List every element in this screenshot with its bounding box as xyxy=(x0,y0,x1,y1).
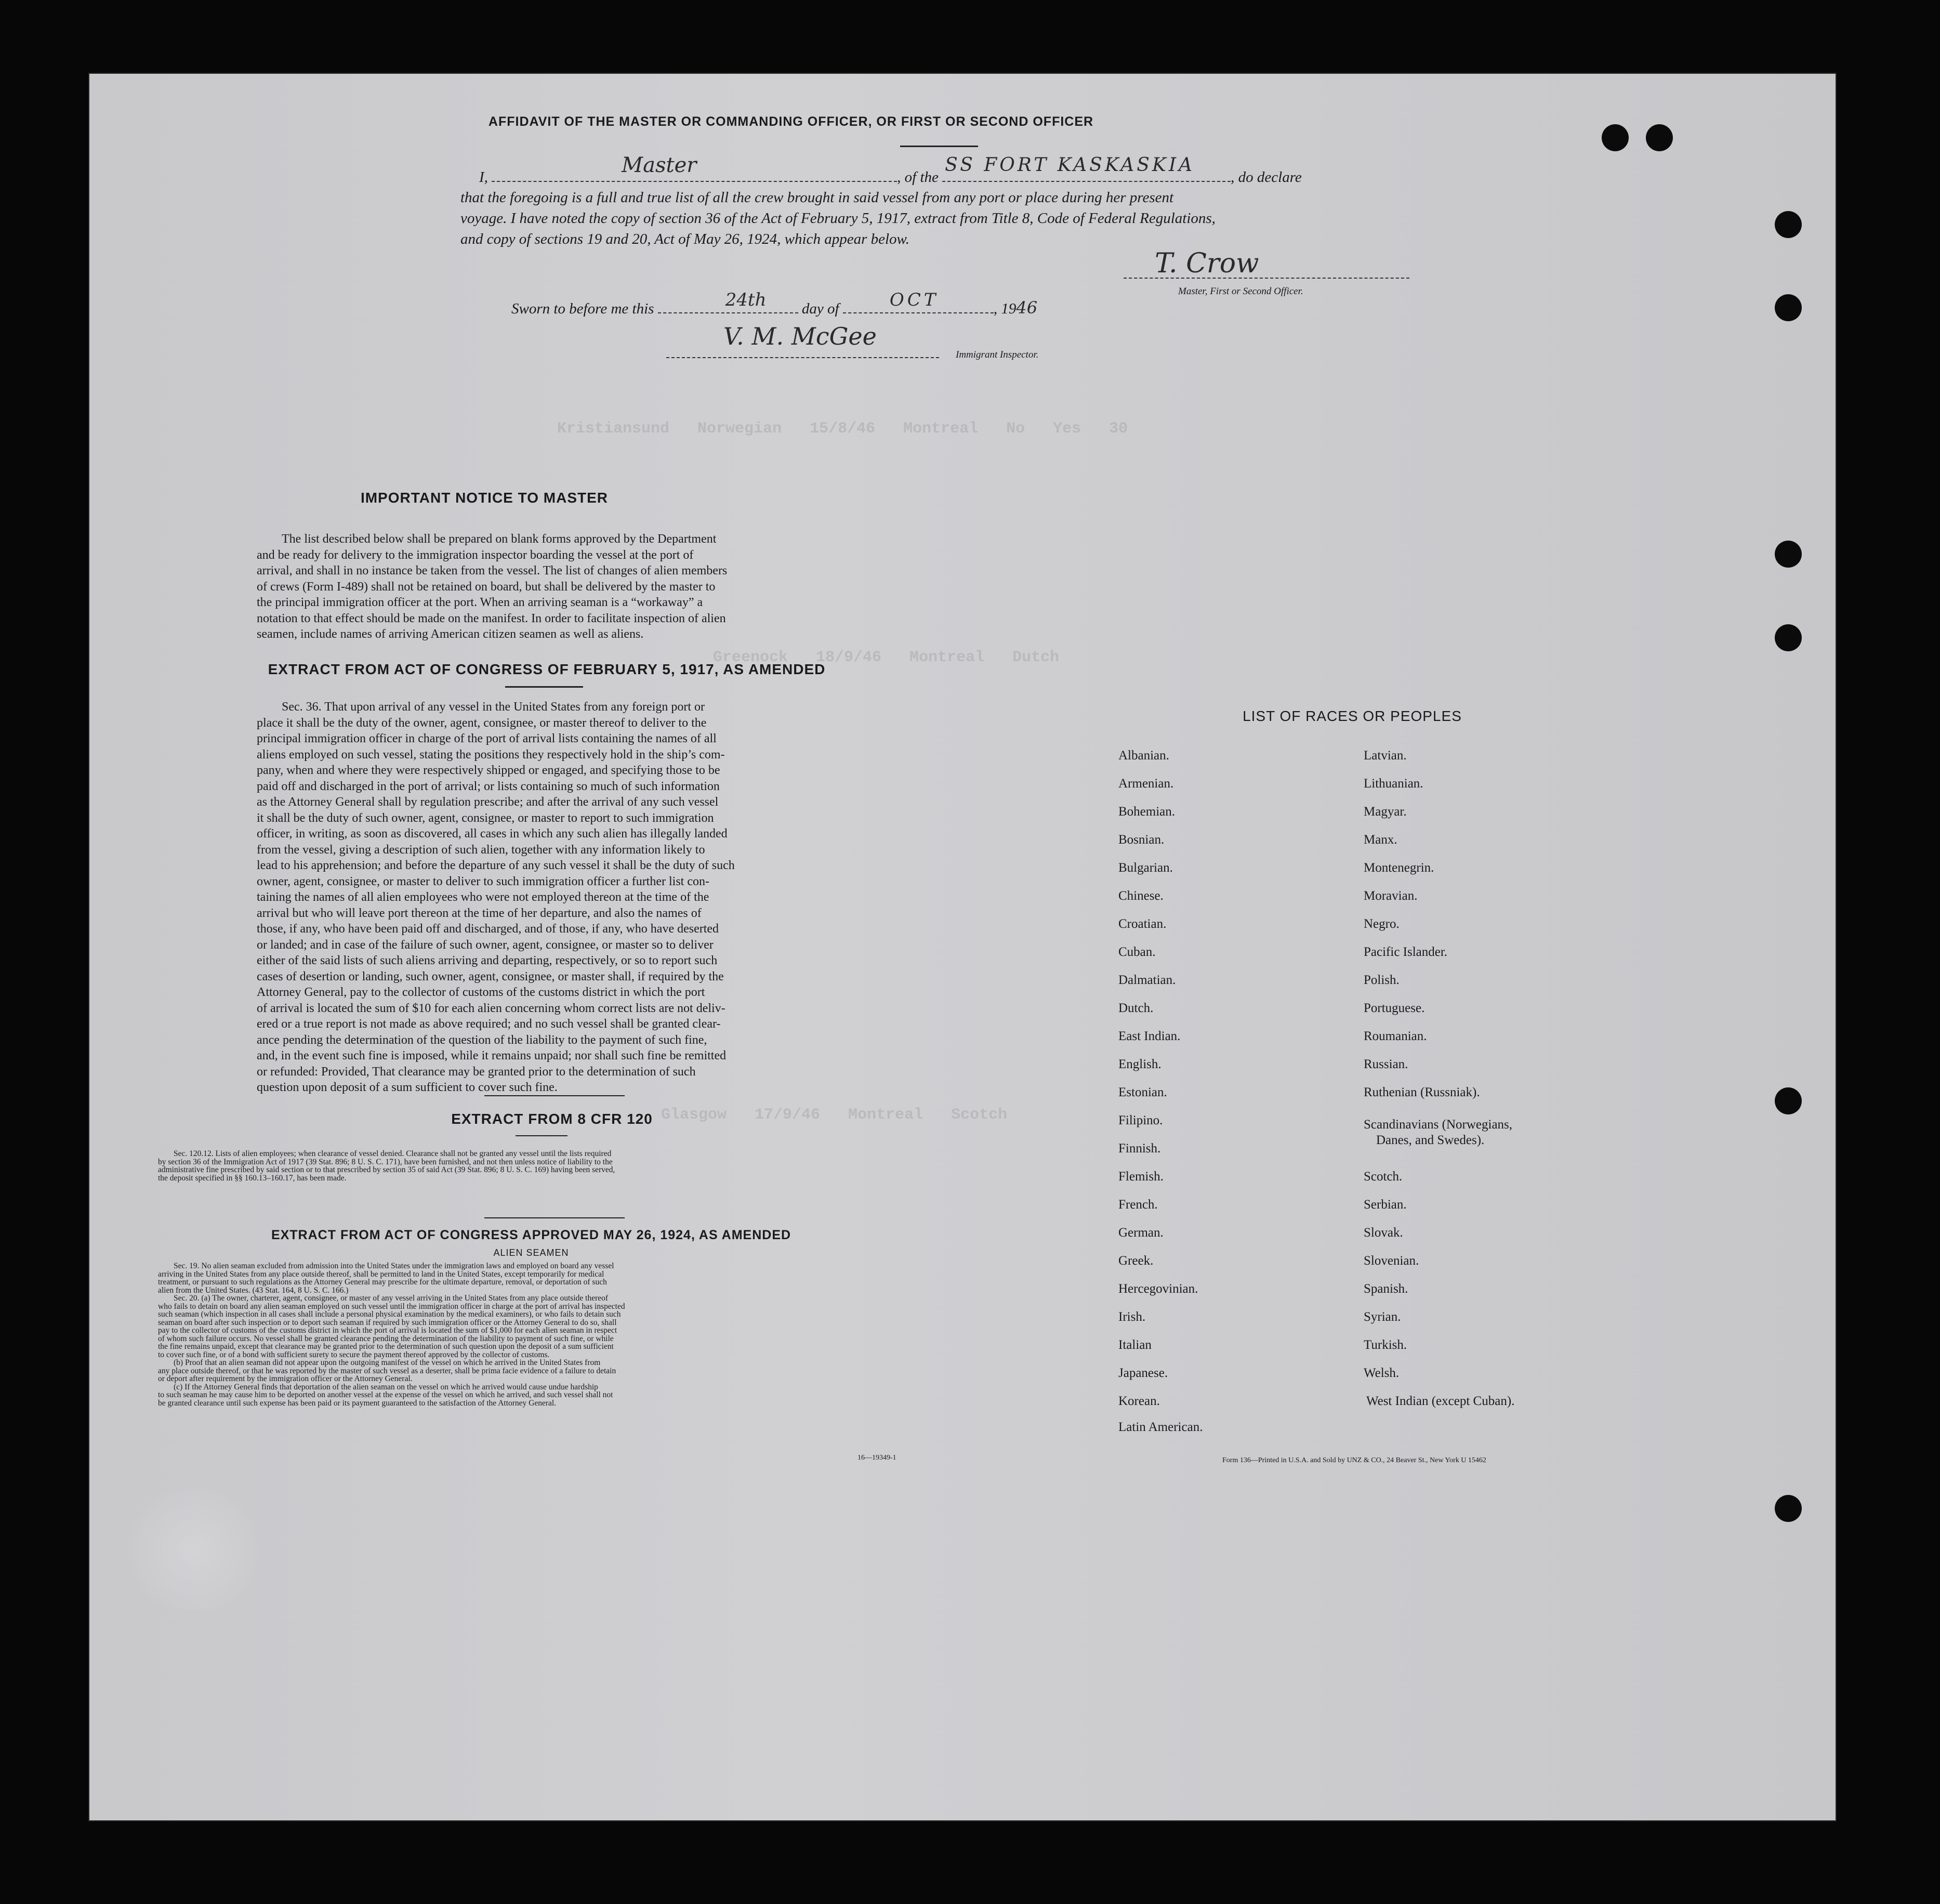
extract-1917-line: owner, agent, consignee, or master to deliver to such immigration officer a further list con- xyxy=(257,874,709,888)
notice-line: of crews (Form I-489) shall not be retained on board, but shall be delivered by the master to xyxy=(257,580,716,594)
race-item: Spanish. xyxy=(1364,1282,1408,1296)
notice-heading: IMPORTANT NOTICE TO MASTER xyxy=(360,490,609,506)
race-item: Filipino. xyxy=(1118,1113,1163,1127)
of-the-label: , of the xyxy=(897,169,939,186)
races-heading: LIST OF RACES OR PEOPLES xyxy=(1243,708,1462,724)
extract-1917-line: either of the said lists of such aliens arriving and departing, respectively, or so to report such xyxy=(257,954,718,967)
race-item: Portuguese. xyxy=(1364,1001,1425,1015)
signature-caption: Master, First or Second Officer. xyxy=(1178,286,1303,297)
punch-hole xyxy=(1646,124,1673,151)
cfr-line: the deposit specified in §§ 160.13–160.17, has been made. xyxy=(158,1173,347,1183)
master-name-handwritten: Master xyxy=(622,153,697,177)
race-item: Scandinavians (Norwegians, xyxy=(1364,1118,1513,1132)
declaration-line-2: that the foregoing is a full and true list of all the crew brought in said vessel from any port or place during her present xyxy=(460,189,1174,206)
extract-1917-line: ered or a true report is not made as above required; and no such vessel shall be granted clear- xyxy=(257,1017,721,1031)
form-code: 16—19349-1 xyxy=(857,1454,896,1462)
sworn-year: 46 xyxy=(1016,298,1038,318)
inspector-signature: V. M. McGee xyxy=(723,322,877,350)
bleed-through: Greenock 18/9/46 Montreal Dutch xyxy=(713,649,1060,666)
extract-1917-line: pany, when and where they were respectively shipped or engaged, and specifying those to be xyxy=(257,764,720,777)
extract-1917-line: and, in the event such fine is imposed, while it remains unpaid; nor shall such fine be remitted xyxy=(257,1049,727,1062)
extract-1924-line: the fine remains unpaid, except that clearance may be granted prior to the determination of such question upon the deposit of a sum sufficient xyxy=(158,1342,614,1351)
race-item: Russian. xyxy=(1364,1057,1408,1071)
extract-1924-line: treatment, or pursuant to such regulations as the Attorney General may prescribe for the ultimate departure, removal, or deportation of such xyxy=(158,1278,607,1286)
extract-1924-line: of whom such failure occurs. No vessel shall be granted clearance pending the determination of the liability to payment of such fine, or while xyxy=(158,1334,614,1343)
race-item: Magyar. xyxy=(1364,805,1407,819)
race-item: Slovak. xyxy=(1364,1226,1403,1240)
race-item: Finnish. xyxy=(1118,1141,1161,1155)
race-item: Syrian. xyxy=(1364,1310,1401,1324)
extract-1917-line: Sec. 36. That upon arrival of any vessel in the United States from any foreign port or xyxy=(282,700,705,714)
race-item: Negro. xyxy=(1364,917,1400,931)
punch-hole xyxy=(1602,124,1629,151)
extract-1917-line: from the vessel, giving a description of such alien, together with any information likely to xyxy=(257,843,705,857)
extract-1924-line: Sec. 19. No alien seaman excluded from admission into the United States under the immigration laws and employed on board any vessel xyxy=(174,1262,614,1270)
year-prefix: , 19 xyxy=(993,300,1017,317)
extract-1917-line: question upon deposit of a sum sufficient to cover such fine. xyxy=(257,1081,558,1094)
sworn-day-field xyxy=(658,290,798,313)
sworn-label: Sworn to before me this xyxy=(511,300,654,317)
embossed-seal xyxy=(121,1488,266,1612)
day-of-label: day of xyxy=(801,300,839,317)
affidavit-title: AFFIDAVIT OF THE MASTER OR COMMANDING OFFICER, OR FIRST OR SECOND OFFICER xyxy=(488,114,1094,129)
extract-1917-line: it shall be the duty of such owner, agent, consignee, or master to report to such immigration xyxy=(257,811,714,825)
extract-1917-line: or refunded: Provided, That clearance may be granted prior to the determination of such xyxy=(257,1065,696,1079)
extract-1917-line: principal immigration officer in charge of the port of arrival lists containing the names of all xyxy=(257,732,717,745)
sworn-day: 24th xyxy=(725,290,767,310)
extract-1917-heading: EXTRACT FROM ACT OF CONGRESS OF FEBRUARY 5, 1917, AS AMENDED xyxy=(268,661,826,677)
extract-1917-line: paid off and discharged in the port of arrival; or lists containing so much of such information xyxy=(257,779,720,793)
notice-line: the principal immigration officer at the port. When an arriving seaman is a “workaway” a xyxy=(257,596,703,609)
extract-1917-line: arrival but who will leave port thereon at the time of her departure, and also the names of xyxy=(257,906,702,920)
master-name-field xyxy=(492,153,897,182)
extract-1924-line: be granted clearance until such expense has been paid or its payment guaranteed to the satisfaction of the Attorney General. xyxy=(158,1398,557,1408)
extract-1924-line: to such seaman he may cause him to be deported on another vessel at the expense of the vessel on which he arrived, and such vessel shall not xyxy=(158,1390,613,1399)
race-item: Croatian. xyxy=(1118,917,1167,931)
race-item: Estonian. xyxy=(1118,1085,1167,1099)
race-item: Montenegrin. xyxy=(1364,861,1434,875)
race-item: Roumanian. xyxy=(1364,1029,1427,1043)
divider xyxy=(516,1135,568,1136)
declaration-line-3: voyage. I have noted the copy of section 36 of the Act of February 5, 1917, extract from Title 8, Code of Federal Regulations, xyxy=(460,210,1216,227)
race-item: Japanese. xyxy=(1118,1366,1168,1380)
extract-1917-line: lead to his apprehension; and before the departure of any such vessel it shall be the duty of such xyxy=(257,859,735,872)
cfr-line: Sec. 120.12. Lists of alien employees; when clearance of vessel denied. Clearance shall not be granted any vessel until the lists required xyxy=(174,1149,612,1158)
punch-hole xyxy=(1775,624,1802,651)
extract-1924-line: Sec. 20. (a) The owner, charterer, agent, consignee, or master of any vessel arriving in the United States from any place outside thereof xyxy=(174,1294,609,1303)
race-item: East Indian. xyxy=(1118,1029,1181,1043)
bleed-through: Glasgow 17/9/46 Montreal Scotch xyxy=(661,1106,1008,1124)
extract-1917-line: as the Attorney General shall by regulation prescribe; and after the arrival of any such vessel xyxy=(257,795,719,809)
race-item: West Indian (except Cuban). xyxy=(1366,1394,1515,1408)
race-item: Korean. xyxy=(1118,1394,1160,1408)
do-declare-label: , do declare xyxy=(1231,169,1302,186)
extract-1917-line: Attorney General, pay to the collector of customs of the customs district in which the port xyxy=(257,986,705,999)
extract-1917-line: or landed; and in case of the failure of such owner, agent, consignee, or master so to deliver xyxy=(257,938,714,952)
race-item: Latin American. xyxy=(1118,1420,1203,1434)
race-item: Polish. xyxy=(1364,973,1400,987)
race-item: Latvian. xyxy=(1364,749,1407,763)
extract-1917-line: those, if any, who have been paid off and discharged, and of those, if any, who have deserted xyxy=(257,922,719,936)
race-item: Irish. xyxy=(1118,1310,1146,1324)
punch-hole xyxy=(1775,1495,1802,1522)
race-item: Dalmatian. xyxy=(1118,973,1176,987)
race-item: Albanian. xyxy=(1118,749,1169,763)
divider xyxy=(484,1095,625,1096)
extract-1917-line: cases of desertion or landing, such owner, agent, consignee, or master shall, if required by the xyxy=(257,969,724,983)
cfr-line: by section 36 of the Immigration Act of 1917 (39 Stat. 896; 8 U. S. C. 171), have been furnished, and not then unless notice of liability to the xyxy=(158,1157,613,1166)
race-item: Lithuanian. xyxy=(1364,777,1423,791)
punch-hole xyxy=(1775,294,1802,321)
extract-1917-line: taining the names of all alien employees who were not employed thereon at the time of the xyxy=(257,890,709,904)
extract-1924-line: who fails to detain on board any alien seaman employed on such vessel until the immigration officer in charge at the port of arrival has inspected xyxy=(158,1302,625,1311)
divider xyxy=(484,1217,625,1218)
extract-1924-line: seaman on board after such inspection or to deport such seaman if required by such immigration officer or the Attorney General to do so, shall xyxy=(158,1318,617,1327)
race-item: German. xyxy=(1118,1226,1164,1240)
punch-hole xyxy=(1775,211,1802,238)
race-item: Danes, and Swedes). xyxy=(1376,1133,1485,1147)
notice-line: arrival, and shall in no instance be taken from the vessel. The list of changes of alien members xyxy=(257,564,728,577)
race-item: Scotch. xyxy=(1364,1170,1403,1184)
race-item: English. xyxy=(1118,1057,1162,1071)
cfr-line: administrative fine prescribed by said section or to that prescribed by section 35 of said Act (39 Stat. 896; 8 U. S. C. 169) having been served, xyxy=(158,1165,615,1174)
race-item: Moravian. xyxy=(1364,889,1418,903)
extract-1924-line: pay to the collector of customs of the customs district in which the port of arrival is located the sum of $1,000 for each alien seaman in respect xyxy=(158,1326,617,1335)
race-item: Dutch. xyxy=(1118,1001,1154,1015)
printer-imprint: Form 136—Printed in U.S.A. and Sold by UNZ & CO., 24 Beaver St., New York U 15462 xyxy=(1222,1456,1486,1464)
race-item: Italian xyxy=(1118,1338,1152,1352)
inspector-caption: Immigrant Inspector. xyxy=(956,349,1039,360)
race-item: Hercegovinian. xyxy=(1118,1282,1198,1296)
sworn-line xyxy=(511,290,1038,319)
race-item: Armenian. xyxy=(1118,777,1174,791)
race-item: Flemish. xyxy=(1118,1170,1164,1184)
signature-line xyxy=(1124,278,1409,279)
declaration-line-1 xyxy=(479,153,1545,188)
race-item: Slovenian. xyxy=(1364,1254,1419,1268)
master-signature: T. Crow xyxy=(1155,248,1259,279)
extract-1917-line: aliens employed on such vessel, stating the positions they respectively hold in the ship’s com- xyxy=(257,747,725,761)
extract-1924-line: such seaman (which inspection in all cases shall include a personal physical examination by the medical examiners), or who fails to detain such xyxy=(158,1310,621,1319)
i-label: I, xyxy=(479,169,488,186)
cfr-text xyxy=(158,1150,901,1182)
race-item: French. xyxy=(1118,1198,1158,1212)
notice-line: seamen, include names of arriving American citizen seamen as well as aliens. xyxy=(257,627,644,641)
inspector-line xyxy=(666,357,939,358)
race-item: Bohemian. xyxy=(1118,805,1176,819)
extract-1924-line: to cover such fine, or of a bond with sufficient surety to secure the payment thereof approved by the collector of customs. xyxy=(158,1350,550,1359)
race-item: Serbian. xyxy=(1364,1198,1407,1212)
extract-1917-line: ance pending the determination of the question of the liability to the payment of such fine, xyxy=(257,1033,707,1047)
extract-1924-line: (c) If the Attorney General finds that deportation of the alien seaman on the vessel on which he arrived would cause undue hardship xyxy=(174,1382,598,1391)
document-page xyxy=(89,74,1836,1820)
extract-1917-line: of arrival is located the sum of $10 for each alien concerning whom correct lists are not deliv- xyxy=(257,1001,725,1015)
race-item: Chinese. xyxy=(1118,889,1164,903)
extract-1924-line: alien from the United States. (43 Stat. 164, 8 U. S. C. 166.) xyxy=(158,1285,349,1295)
notice-text xyxy=(257,531,834,642)
race-item: Turkish. xyxy=(1364,1338,1407,1352)
race-item: Greek. xyxy=(1118,1254,1154,1268)
extract-1924-subheading: ALIEN SEAMEN xyxy=(493,1248,569,1258)
race-item: Cuban. xyxy=(1118,945,1156,959)
sworn-month: OCT xyxy=(889,290,939,310)
race-item: Ruthenian (Russniak). xyxy=(1364,1085,1480,1099)
vessel-name-handwritten: SS FORT KASKASKIA xyxy=(945,154,1195,176)
notice-line: The list described below shall be prepared on blank forms approved by the Department xyxy=(282,532,717,546)
extract-1917-line: place it shall be the duty of the owner, agent, consignee, or master thereof to deliver to the xyxy=(257,716,707,730)
notice-line: and be ready for delivery to the immigration inspector boarding the vessel at the port of xyxy=(257,548,694,562)
cfr-heading: EXTRACT FROM 8 CFR 120 xyxy=(451,1111,653,1127)
punch-hole xyxy=(1775,541,1802,568)
divider xyxy=(900,146,978,147)
extract-1917-line: officer, in writing, as soon as discovered, all cases in which any such alien has illegally landed xyxy=(257,827,728,841)
race-item: Manx. xyxy=(1364,833,1397,847)
race-item: Bosnian. xyxy=(1118,833,1165,847)
race-item: Bulgarian. xyxy=(1118,861,1173,875)
declaration-line-4: and copy of sections 19 and 20, Act of May 26, 1924, which appear below. xyxy=(460,231,909,247)
vessel-name-field xyxy=(942,154,1231,182)
extract-1924-line: any place outside thereof, or that he was reported by the master of such vessel as a deserter, shall be prima facie evidence of a failure to detain xyxy=(158,1366,616,1375)
race-item: Pacific Islander. xyxy=(1364,945,1448,959)
extract-1917-text xyxy=(257,699,834,1096)
extract-1924-line: (b) Proof that an alien seaman did not appear upon the outgoing manifest of the vessel on which he arrived in the United States from xyxy=(174,1358,601,1367)
race-item: Welsh. xyxy=(1364,1366,1400,1380)
extract-1924-heading: EXTRACT FROM ACT OF CONGRESS APPROVED MAY 26, 1924, AS AMENDED xyxy=(271,1228,791,1242)
extract-1924-text xyxy=(158,1262,901,1407)
extract-1924-line: or deport after requirement by the immigration officer or the Attorney General. xyxy=(158,1374,413,1383)
punch-hole xyxy=(1775,1087,1802,1114)
bleed-through: Kristiansund Norwegian 15/8/46 Montreal No Yes 30 xyxy=(557,420,1128,438)
extract-1924-line: arriving in the United States from any place outside thereof, shall be permitted to land in the United States, except temporarily for medical xyxy=(158,1269,604,1279)
sworn-month-field xyxy=(843,290,994,313)
notice-line: notation to that effect should be made on the manifest. In order to facilitate inspection of alien xyxy=(257,611,726,625)
divider xyxy=(505,686,583,688)
